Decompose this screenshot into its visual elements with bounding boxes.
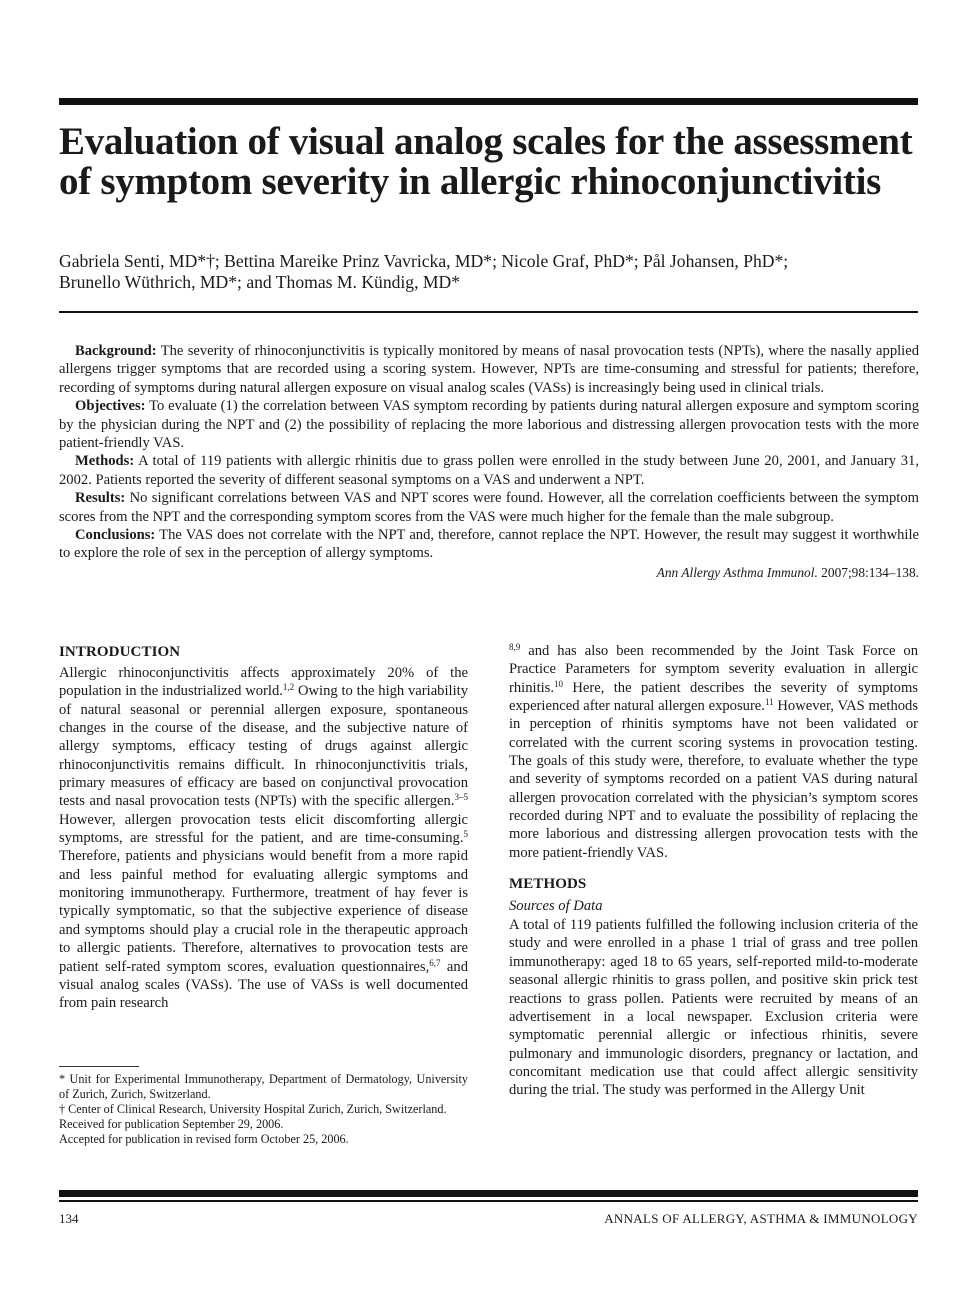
citation-superscript: 11 xyxy=(764,697,774,708)
authors-line-2: Brunello Wüthrich, MD*; and Thomas M. Kündig, MD* xyxy=(59,272,461,292)
journal-name: ANNALS OF ALLERGY, ASTHMA & IMMUNOLOGY xyxy=(604,1211,918,1226)
methods-text: A total of 119 patients with allergic rhinitis due to grass pollen were enrolled in the study between June 20, 2001, and January 31, 2002. Patients reported the severity of different seasonal symptoms on a VAS and underwent a NPT. xyxy=(59,453,920,488)
author-list xyxy=(59,251,919,293)
abstract-objectives xyxy=(59,397,919,452)
abstract-background xyxy=(59,342,919,397)
citation-superscript: 5 xyxy=(463,829,468,840)
intro-text-8: However, VAS methods in perception of rhinitis symptoms have not been validated or correlated with the current scoring systems in provocation testing. The goals of this study were, therefore, to evaluate whether the type and severity of symptoms recorded on a patient VAS during natural allergen provocation correlated with the physician’s symptom scores recorded during NPT and to evaluate the possibility of replacing the more laborious and distressing allergen provocation tests with the more patient-friendly VAS. xyxy=(509,698,919,861)
intro-text-7: Here, the patient describes the severity of symptoms experienced after natural allergen exposure. xyxy=(509,679,918,715)
footnote-rule xyxy=(59,1066,139,1067)
citation-superscript: 8,9 xyxy=(509,642,521,652)
abstract-conclusions xyxy=(59,526,919,563)
conclusions-label: Conclusions: xyxy=(75,527,156,544)
sources-of-data-subheading: Sources of Data xyxy=(509,898,603,915)
footnote-affiliation-2: † Center of Clinical Research, University Hospital Zurich, Zurich, Switzerland. xyxy=(59,1102,447,1116)
results-label: Results: xyxy=(75,490,126,507)
objectives-text: To evaluate (1) the correlation between VAS symptom recording by patients during natural allergen exposure and symptom scoring by the physician during the NPT and (2) the possibility of replacing the more laborious and distressing allergen provocation tests with the more patient-friendly VAS. xyxy=(59,398,919,452)
introduction-heading: INTRODUCTION xyxy=(59,644,181,660)
intro-text-5: and visual analog scales (VASs). The use of VASs is well documented from pain research xyxy=(59,958,468,1012)
conclusions-text: The VAS does not correlate with the NPT and, therefore, cannot replace the NPT. However, the result may suggest it worthwhile to explore the role of sex in the perception of allergy symptoms. xyxy=(59,527,919,562)
citation-ref: 2007;98:134–138. xyxy=(821,564,919,580)
article-title: Evaluation of visual analog scales for the assessment of symptom severity in allergic rhinoconjunctivitis xyxy=(59,120,913,203)
footnote-affiliation-1: * Unit for Experimental Immunotherapy, Department of Dermatology, University of Zurich, Zurich, Switzerland. xyxy=(59,1072,468,1101)
top-rule xyxy=(59,98,918,105)
abstract-results xyxy=(59,489,919,526)
abstract xyxy=(59,342,919,582)
received-date: Received for publication September 29, 2006. xyxy=(59,1117,284,1131)
left-column xyxy=(59,642,468,1013)
citation xyxy=(59,564,919,582)
citation-superscript: 6,7 xyxy=(429,957,441,968)
background-label: Background: xyxy=(75,343,157,359)
citation-superscript: 1,2 xyxy=(282,682,295,693)
citation-superscript: 10 xyxy=(554,678,563,689)
methods-label: Methods: xyxy=(75,453,135,470)
methods-heading: METHODS xyxy=(509,876,587,893)
page-number: 134 xyxy=(59,1211,79,1226)
citation-journal: Ann Allergy Asthma Immunol. xyxy=(656,564,818,580)
authors-line-1: Gabriela Senti, MD*†; Bettina Mareike Prinz Vavricka, MD*; Nicole Graf, PhD*; Pål Johansen, PhD*; xyxy=(59,251,789,271)
introduction-paragraph-part2 xyxy=(509,642,918,862)
methods-paragraph: A total of 119 patients fulfilled the following inclusion criteria of the study and were enrolled in a phase 1 trial of grass and tree pollen immunotherapy: aged 18 to 65 years, self-reported mild-to-moderate seasonal allergic rhinitis to grass pollen, and positive skin prick test reactions to grass pollen. Patients were recruited by means of an advertisement in a local newspaper. Exclusion criteria were symptomatic perennial allergic or infectious rhinitis, severe pulmonary and immunologic disorders, pregnancy or lactation, and concomitant medication use that could affect allergic sensitivity during the trial. The study was performed in the Allergy Unit xyxy=(509,917,918,1099)
right-column xyxy=(509,642,918,1100)
background-text: The severity of rhinoconjunctivitis is typically monitored by means of nasal provocation tests (NPTs), where the nasally applied allergens trigger symptoms that are recorded using a scoring system. However, NPTs are time-consuming and stressful for patients; therefore, recording of symptoms during natural allergen exposure on visual analog scales (VASs) is increasingly being used in clinical trials. xyxy=(59,343,919,396)
footnotes xyxy=(59,1072,468,1147)
intro-text-2: Owing to the high variability of natural seasonal or perennial allergen exposure, spontaneous changes in the course of the disease, and the subjective nature of allergy symptoms, efficacy testing of drugs against allergic rhinoconjunctivitis remains difficult. In rhinoconjunctivitis trials, primary measures of efficacy are based on conjunctival provocation tests and nasal provocation tests (NPTs) with the specific allergen. xyxy=(59,683,468,810)
bottom-rule-thin xyxy=(59,1200,918,1202)
citation-superscript: 3–5 xyxy=(454,792,468,803)
introduction-paragraph-part1 xyxy=(59,664,468,1013)
intro-text-4: Therefore, patients and physicians would benefit from a more rapid and less painful method for evaluating allergic symptoms and monitoring immunotherapy. Furthermore, treatment of hay fever is typically symptomatic, so that the subjective experience of disease and symptoms should play a crucial role in the therapeutic approach to allergic patients. Therefore, alternatives to provocation tests are patient self-rated symptom scores, evaluation questionnaires, xyxy=(59,848,468,975)
objectives-label: Objectives: xyxy=(75,398,146,415)
accepted-date: Accepted for publication in revised form October 25, 2006. xyxy=(59,1132,349,1146)
intro-text-1: Allergic rhinoconjunctivitis affects approximately 20% of the population in the industrialized world. xyxy=(59,665,468,700)
bottom-rule xyxy=(59,1190,918,1197)
results-text: No significant correlations between VAS and NPT scores were found. However, all the correlation coefficients between the symptom scores from the NPT and the corresponding symptom scores from the VAS were much higher for the female than the male subgroup. xyxy=(59,490,919,525)
abstract-methods xyxy=(59,452,919,489)
authors-rule xyxy=(59,311,918,313)
intro-text-6: and has also been recommended by the Joint Task Force on Practice Parameters for symptom severity evaluation in allergic rhinitis. xyxy=(509,643,918,696)
intro-text-3: However, allergen provocation tests elicit discomforting allergic symptoms, are stressful for the patient, and are time-consuming. xyxy=(59,811,468,847)
